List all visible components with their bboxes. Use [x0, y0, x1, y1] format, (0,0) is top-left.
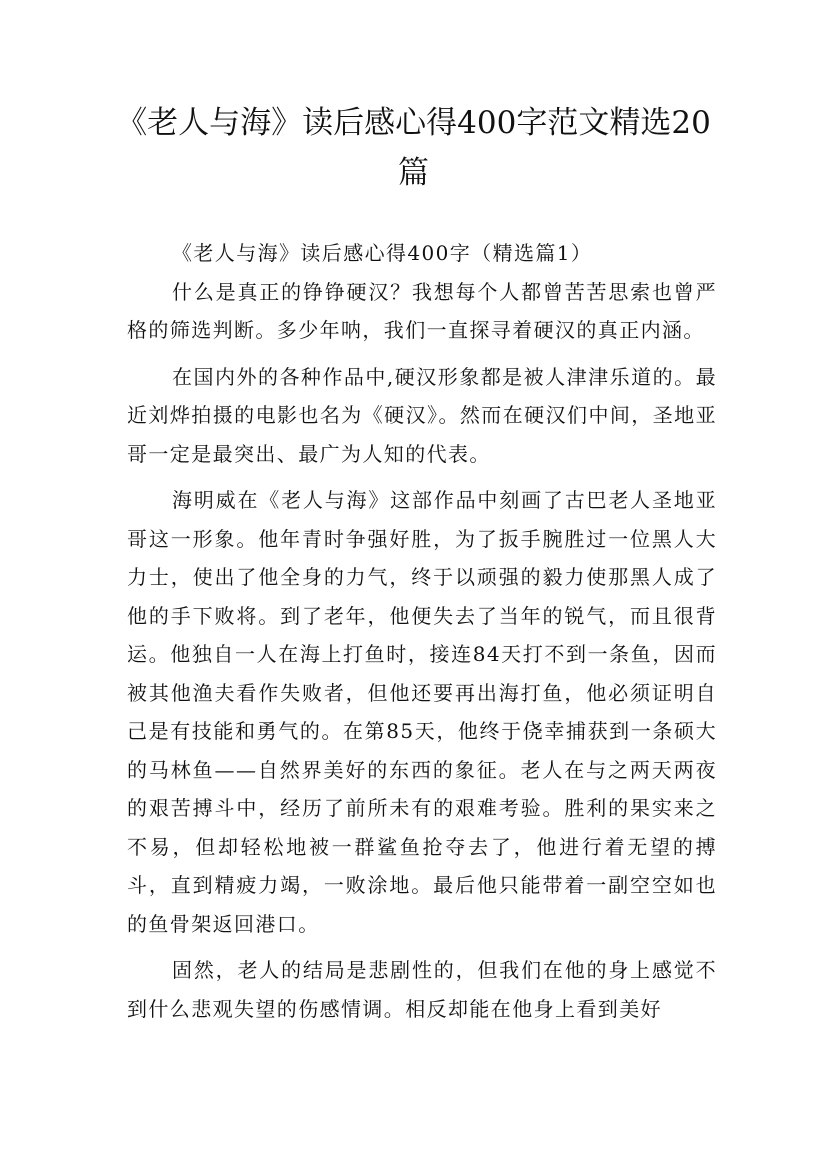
paragraph-1: 什么是真正的铮铮硬汉？我想每个人都曾苦苦思索也曾严格的筛选判断。多少年呐，我们一直探寻着硬汉的真正内涵。: [127, 279, 717, 342]
paragraph-3: 海明威在《老人与海》这部作品中刻画了古巴老人圣地亚哥这一形象。他年青时争强好胜，为了扳手腕胜过一位黑人大力士，使出了他全身的力气，终于以顽强的毅力使那黑人成了他的手下败将。到了老年，他便失去了当年的锐气，而且很背运。他独自一人在海上打鱼时，接连84天打不到一条鱼，因而被其他渔夫看作失败者，但他还要再出海打鱼，他必须证明自己是有技能和勇气的。在第85天，他终于侥幸捕获到一条硕大的马林鱼——自然界美好的东西的象征。老人在与之两天两夜的艰苦搏斗中，经历了前所未有的艰难考验。胜利的果实来之不易，但却轻松地被一群鲨鱼抢夺去了，他进行着无望的搏斗，直到精疲力竭，一败涂地。最后他只能带着一副空空如也的鱼骨架返回港口。: [127, 488, 717, 936]
paragraph-4: 固然，老人的结局是悲剧性的，但我们在他的身上感觉不到什么悲观失望的伤感情调。相反却能在他身上看到美好: [127, 958, 717, 1021]
paragraph-2: 在国内外的各种作品中,硬汉形象都是被人津津乐道的。最近刘烨拍摄的电影也名为《硬汉》。然而在硬汉们中间，圣地亚哥一定是最突出、最广为人知的代表。: [127, 364, 717, 466]
document-title: 《老人与海》读后感心得400字范文精选20篇: [116, 105, 711, 191]
section-heading: 《老人与海》读后感心得400字（精选篇1）: [172, 241, 593, 265]
document-body: [127, 234, 717, 1028]
